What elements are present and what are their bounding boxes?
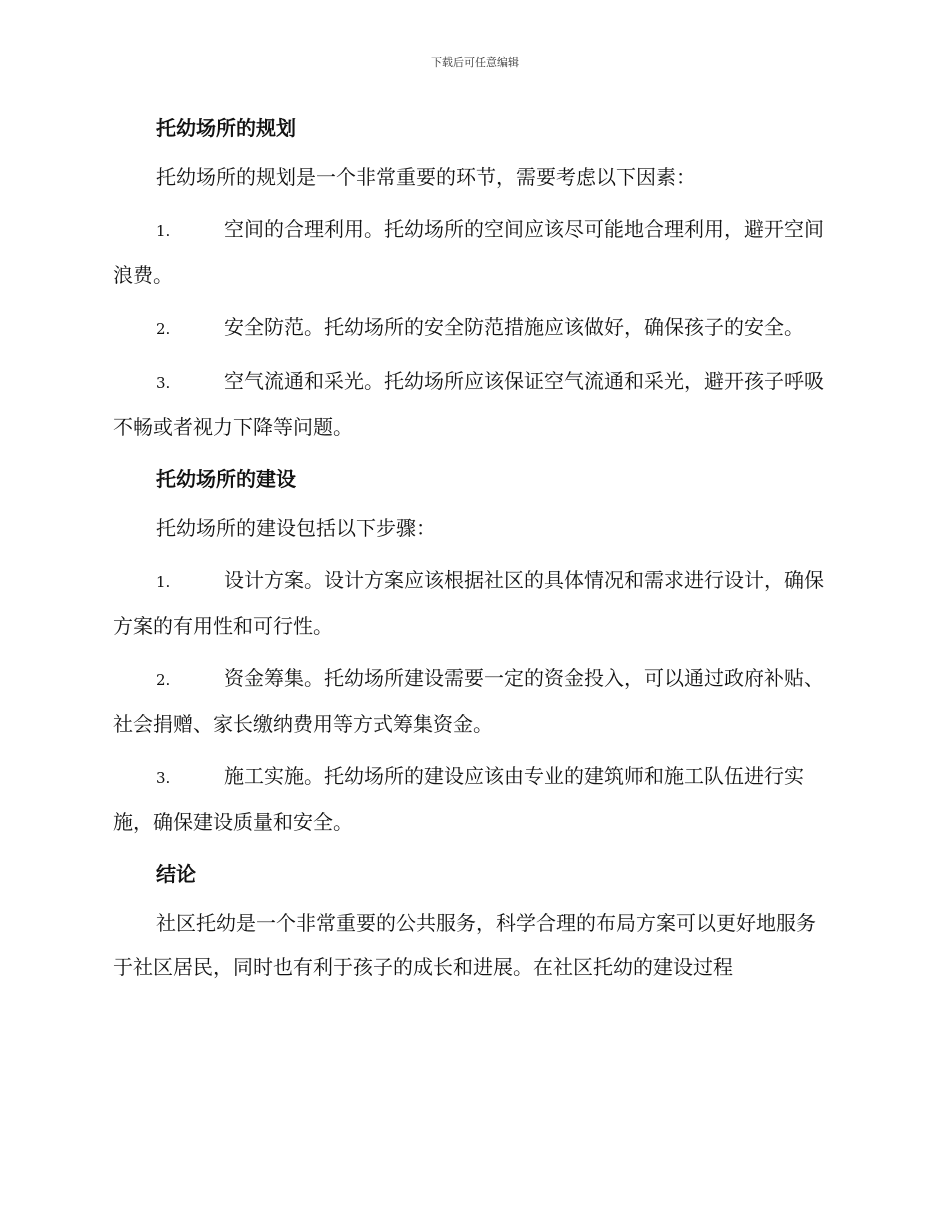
section-intro-construction: 托幼场所的建设包括以下步骤： [156,516,436,540]
conclusion-heading: 结论 [156,862,196,886]
list-item [113,656,835,746]
list-item [113,207,835,297]
list-item-text: 空间的合理利用。托幼场所的空间应该尽可能地合理利用，避开空间浪费。 [113,217,824,287]
list-item [113,359,835,449]
list-item-number: 1. [156,222,171,240]
conclusion-text: 社区托幼是一个非常重要的公共服务，科学合理的布局方案可以更好地服务于社区居民，同时也有利于孩子的成长和进展。在社区托幼的建设过程 [113,911,816,979]
list-item-text: 施工实施。托幼场所的建设应该由专业的建筑师和施工队伍进行实施，确保建设质量和安全。 [113,764,804,834]
list-item-number: 3. [156,769,171,787]
list-item-text: 安全防范。托幼场所的安全防范措施应该做好，确保孩子的安全。 [224,315,804,339]
list-item [113,754,835,844]
section-heading-construction: 托幼场所的建设 [156,467,296,491]
document-body [113,106,835,997]
list-item-text: 空气流通和采光。托幼场所应该保证空气流通和采光，避开孩子呼吸不畅或者视力下降等问题。 [113,369,824,439]
list-item [113,305,835,351]
list-item-number: 1. [156,573,171,591]
page-header: 下载后可任意编辑 [431,56,519,69]
list-item-number: 3. [156,374,171,392]
section-intro-planning: 托幼场所的规划是一个非常重要的环节，需要考虑以下因素： [156,165,696,189]
list-item-number: 2. [156,320,171,338]
list-item-text: 资金筹集。托幼场所建设需要一定的资金投入，可以通过政府补贴、社会捐赠、家长缴纳费用等方式筹集资金。 [113,666,824,736]
list-item-text: 设计方案。设计方案应该根据社区的具体情况和需求进行设计，确保方案的有用性和可行性。 [113,568,824,638]
list-item-number: 2. [156,671,171,689]
section-heading-planning: 托幼场所的规划 [156,116,296,140]
list-item [113,558,835,648]
